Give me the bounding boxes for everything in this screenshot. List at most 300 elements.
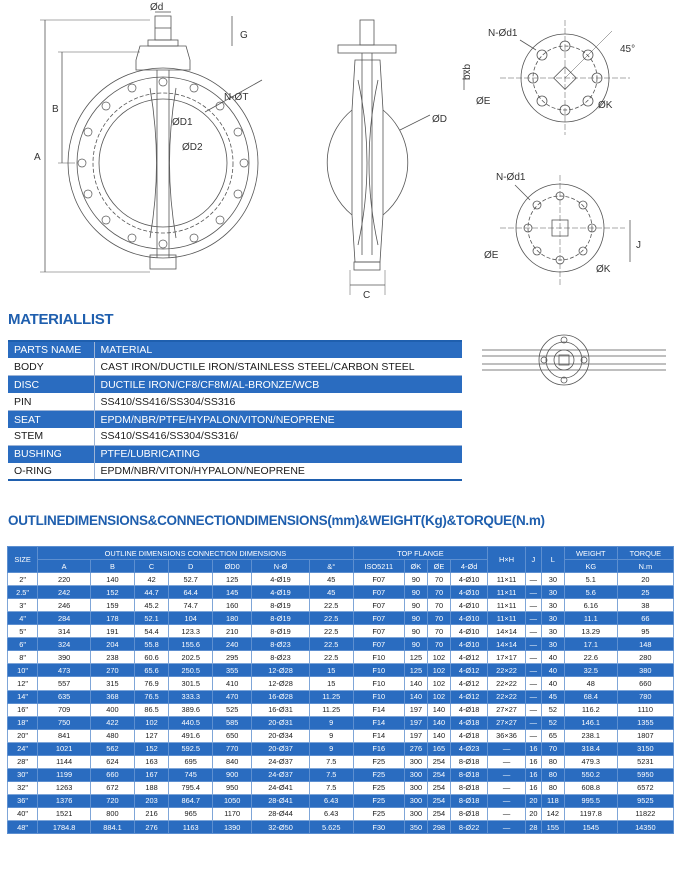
table-row <box>8 463 462 480</box>
header-iso5211: ISO5211 <box>353 560 404 573</box>
cell-j: 28 <box>525 820 541 833</box>
cell-od0: 240 <box>213 638 252 651</box>
cell-iso5211: F25 <box>353 807 404 820</box>
cell-b: 191 <box>91 625 135 638</box>
cell-size: 2" <box>8 573 38 586</box>
cell-d: 965 <box>169 807 213 820</box>
cell-l: 80 <box>541 781 564 794</box>
cell-l: 30 <box>541 625 564 638</box>
cell-size: 4" <box>8 612 38 625</box>
part-material: PTFE/LUBRICATING <box>94 445 462 462</box>
table-row <box>8 428 462 445</box>
header-hxh: H×H <box>488 547 526 573</box>
cell-hxh: — <box>488 742 526 755</box>
cell-iso5211: F25 <box>353 794 404 807</box>
cell-hxh: 11×11 <box>488 586 526 599</box>
cell-ok: 276 <box>404 742 427 755</box>
cell-l: 45 <box>541 690 564 703</box>
cell-4-od: 8-Ø18 <box>450 807 487 820</box>
cell-a: 1144 <box>38 755 91 768</box>
cell-a: 750 <box>38 716 91 729</box>
cell-b: 422 <box>91 716 135 729</box>
part-material: SS410/SS416/SS304/SS316 <box>94 393 462 410</box>
cell-n-o: 16-Ø31 <box>252 703 310 716</box>
header-od0: ØD0 <box>213 560 252 573</box>
cell-b: 238 <box>91 651 135 664</box>
cell-ok: 300 <box>404 768 427 781</box>
table-row <box>8 690 674 703</box>
cell-n-o: 20-Ø37 <box>252 742 310 755</box>
cell-4-od: 4-Ø10 <box>450 573 487 586</box>
cell-oe: 70 <box>427 638 450 651</box>
cell-j: — <box>525 729 541 742</box>
table-row <box>8 625 674 638</box>
cell-n-o: 8-Ø19 <box>252 599 310 612</box>
cell-angle: 7.5 <box>309 755 353 768</box>
cell-c: 203 <box>134 794 169 807</box>
cell-hxh: 22×22 <box>488 690 526 703</box>
cell-d: 123.3 <box>169 625 213 638</box>
cell-d: 695 <box>169 755 213 768</box>
label-b: B <box>52 104 59 115</box>
cell-od0: 470 <box>213 690 252 703</box>
cell-b: 270 <box>91 664 135 677</box>
cell-b: 672 <box>91 781 135 794</box>
cell-d: 202.5 <box>169 651 213 664</box>
cell-4-od: 4-Ø18 <box>450 716 487 729</box>
cell-a: 1199 <box>38 768 91 781</box>
part-material: SS410/SS416/SS304/SS316/ <box>94 428 462 445</box>
cell-a: 242 <box>38 586 91 599</box>
cell-b: 159 <box>91 599 135 612</box>
cell-b: 152 <box>91 586 135 599</box>
cell-c: 45.2 <box>134 599 169 612</box>
cell-c: 60.6 <box>134 651 169 664</box>
cell-torque: 5950 <box>617 768 673 781</box>
cell-weight: 318.4 <box>564 742 617 755</box>
cell-4-od: 4-Ø12 <box>450 677 487 690</box>
cell-j: 16 <box>525 768 541 781</box>
cell-size: 6" <box>8 638 38 651</box>
cell-torque: 780 <box>617 690 673 703</box>
table-row <box>8 781 674 794</box>
cell-ok: 197 <box>404 729 427 742</box>
cell-c: 76.9 <box>134 677 169 690</box>
cell-hxh: 22×22 <box>488 664 526 677</box>
cell-n-o: 16-Ø28 <box>252 690 310 703</box>
cell-d: 250.5 <box>169 664 213 677</box>
cell-oe: 70 <box>427 573 450 586</box>
cell-hxh: 22×22 <box>488 677 526 690</box>
cell-angle: 22.5 <box>309 651 353 664</box>
cell-size: 14" <box>8 690 38 703</box>
cell-torque: 3150 <box>617 742 673 755</box>
cell-od0: 1170 <box>213 807 252 820</box>
cell-weight: 550.2 <box>564 768 617 781</box>
cell-4-od: 4-Ø12 <box>450 690 487 703</box>
cell-hxh: — <box>488 768 526 781</box>
cell-od0: 900 <box>213 768 252 781</box>
cell-4-od: 8-Ø18 <box>450 794 487 807</box>
cell-od0: 180 <box>213 612 252 625</box>
cell-l: 30 <box>541 599 564 612</box>
cell-weight: 5.1 <box>564 573 617 586</box>
cell-iso5211: F07 <box>353 599 404 612</box>
cell-c: 276 <box>134 820 169 833</box>
cell-torque: 380 <box>617 664 673 677</box>
table-row <box>8 358 462 375</box>
table-row <box>8 755 674 768</box>
label-bxb: bxb <box>462 63 473 80</box>
cell-oe: 298 <box>427 820 450 833</box>
cell-n-o: 32-Ø50 <box>252 820 310 833</box>
part-material: DUCTILE IRON/CF8/CF8M/AL-BRONZE/WCB <box>94 376 462 393</box>
cell-size: 12" <box>8 677 38 690</box>
label-j: J <box>636 240 641 251</box>
cell-n-o: 28-Ø44 <box>252 807 310 820</box>
cell-torque: 1110 <box>617 703 673 716</box>
table-row <box>8 664 674 677</box>
cell-4-od: 8-Ø22 <box>450 820 487 833</box>
label-n-ot: N-ØT <box>224 92 249 103</box>
cell-c: 55.8 <box>134 638 169 651</box>
cell-a: 473 <box>38 664 91 677</box>
cell-iso5211: F10 <box>353 690 404 703</box>
cell-od0: 410 <box>213 677 252 690</box>
label-oe-bottom: ØE <box>484 250 499 261</box>
cell-size: 5" <box>8 625 38 638</box>
cell-weight: 48 <box>564 677 617 690</box>
cell-b: 624 <box>91 755 135 768</box>
cell-angle: 7.5 <box>309 768 353 781</box>
cell-a: 220 <box>38 573 91 586</box>
cell-iso5211: F25 <box>353 768 404 781</box>
part-name: SEAT <box>8 411 94 428</box>
part-name: BUSHING <box>8 445 94 462</box>
cell-od0: 840 <box>213 755 252 768</box>
cell-4-od: 4-Ø12 <box>450 664 487 677</box>
cell-a: 1521 <box>38 807 91 820</box>
label-n-od1-bottom: N-Ød1 <box>496 172 526 183</box>
cell-oe: 70 <box>427 625 450 638</box>
cell-j: — <box>525 690 541 703</box>
header-n-o: N-Ø <box>252 560 310 573</box>
cell-j: — <box>525 651 541 664</box>
cell-od0: 1050 <box>213 794 252 807</box>
cell-d: 74.7 <box>169 599 213 612</box>
table-subheader-row <box>8 560 674 573</box>
cell-iso5211: F14 <box>353 703 404 716</box>
front-view <box>40 12 262 272</box>
cell-a: 1021 <box>38 742 91 755</box>
table-row <box>8 677 674 690</box>
cell-d: 52.7 <box>169 573 213 586</box>
cell-c: 167 <box>134 768 169 781</box>
cell-iso5211: F16 <box>353 742 404 755</box>
cell-od0: 125 <box>213 573 252 586</box>
cell-angle: 6.43 <box>309 794 353 807</box>
table-row <box>8 573 674 586</box>
cell-b: 140 <box>91 573 135 586</box>
cell-hxh: 11×11 <box>488 612 526 625</box>
cell-weight: 608.8 <box>564 781 617 794</box>
cell-4-od: 4-Ø10 <box>450 599 487 612</box>
cell-torque: 148 <box>617 638 673 651</box>
table-row <box>8 794 674 807</box>
cell-n-o: 20-Ø31 <box>252 716 310 729</box>
cell-b: 720 <box>91 794 135 807</box>
cell-hxh: 36×36 <box>488 729 526 742</box>
label-45: 45° <box>620 44 636 55</box>
header-d: D <box>169 560 213 573</box>
dimensions-table <box>7 546 674 834</box>
cell-angle: 7.5 <box>309 781 353 794</box>
header-angle: &° <box>309 560 353 573</box>
cell-j: — <box>525 599 541 612</box>
part-name: STEM <box>8 428 94 445</box>
cell-weight: 1545 <box>564 820 617 833</box>
cell-d: 864.7 <box>169 794 213 807</box>
cell-n-o: 4-Ø19 <box>252 586 310 599</box>
cell-4-od: 8-Ø18 <box>450 768 487 781</box>
cell-c: 152 <box>134 742 169 755</box>
cell-weight: 6.16 <box>564 599 617 612</box>
cell-j: — <box>525 638 541 651</box>
cell-d: 64.4 <box>169 586 213 599</box>
cell-iso5211: F10 <box>353 664 404 677</box>
cell-n-o: 8-Ø23 <box>252 651 310 664</box>
header-parts-name: PARTS NAME <box>8 341 94 358</box>
cell-iso5211: F10 <box>353 651 404 664</box>
cell-d: 301.5 <box>169 677 213 690</box>
table-row <box>8 703 674 716</box>
part-name: PIN <box>8 393 94 410</box>
cell-oe: 70 <box>427 586 450 599</box>
cell-4-od: 4-Ø12 <box>450 651 487 664</box>
cell-4-od: 4-Ø10 <box>450 625 487 638</box>
table-row <box>8 612 674 625</box>
cell-4-od: 4-Ø10 <box>450 612 487 625</box>
cell-l: 70 <box>541 742 564 755</box>
cell-ok: 90 <box>404 586 427 599</box>
cell-n-o: 20-Ø34 <box>252 729 310 742</box>
cell-c: 102 <box>134 716 169 729</box>
cell-oe: 102 <box>427 690 450 703</box>
cell-weight: 995.5 <box>564 794 617 807</box>
cell-hxh: 14×14 <box>488 625 526 638</box>
cell-j: 16 <box>525 755 541 768</box>
cell-torque: 1355 <box>617 716 673 729</box>
cell-iso5211: F25 <box>353 755 404 768</box>
cell-angle: 45 <box>309 586 353 599</box>
cell-c: 52.1 <box>134 612 169 625</box>
cell-torque: 5231 <box>617 755 673 768</box>
cell-weight: 1197.8 <box>564 807 617 820</box>
header-j: J <box>525 547 541 573</box>
table-header-row <box>8 547 674 560</box>
cell-a: 246 <box>38 599 91 612</box>
cell-size: 16" <box>8 703 38 716</box>
cell-j: 20 <box>525 794 541 807</box>
header-torque: TORQUE <box>617 547 673 560</box>
cell-c: 188 <box>134 781 169 794</box>
cell-angle: 11.25 <box>309 690 353 703</box>
cell-ok: 300 <box>404 755 427 768</box>
cell-c: 54.4 <box>134 625 169 638</box>
cell-l: 80 <box>541 768 564 781</box>
cell-l: 30 <box>541 586 564 599</box>
cell-j: — <box>525 586 541 599</box>
side-view <box>327 20 430 295</box>
cell-size: 8" <box>8 651 38 664</box>
header-weight-unit: KG <box>564 560 617 573</box>
header-weight: WEIGHT <box>564 547 617 560</box>
cell-b: 884.1 <box>91 820 135 833</box>
cell-j: 20 <box>525 807 541 820</box>
table-row <box>8 716 674 729</box>
cell-j: — <box>525 573 541 586</box>
cell-iso5211: F30 <box>353 820 404 833</box>
cell-j: — <box>525 677 541 690</box>
cell-size: 20" <box>8 729 38 742</box>
cell-angle: 22.5 <box>309 612 353 625</box>
cell-a: 557 <box>38 677 91 690</box>
cell-weight: 11.1 <box>564 612 617 625</box>
cell-angle: 9 <box>309 742 353 755</box>
cell-d: 104 <box>169 612 213 625</box>
cell-torque: 280 <box>617 651 673 664</box>
table-row <box>8 393 462 410</box>
table-row <box>8 820 674 833</box>
cell-oe: 102 <box>427 664 450 677</box>
cell-b: 368 <box>91 690 135 703</box>
cell-torque: 14350 <box>617 820 673 833</box>
cell-ok: 90 <box>404 625 427 638</box>
table-row <box>8 411 462 428</box>
cell-od0: 585 <box>213 716 252 729</box>
material-list-table <box>8 340 462 481</box>
cell-l: 118 <box>541 794 564 807</box>
cell-4-od: 4-Ø18 <box>450 729 487 742</box>
cell-c: 76.5 <box>134 690 169 703</box>
cell-torque: 11822 <box>617 807 673 820</box>
cell-a: 324 <box>38 638 91 651</box>
table-row <box>8 742 674 755</box>
cell-l: 80 <box>541 755 564 768</box>
cell-torque: 38 <box>617 599 673 612</box>
technical-drawing <box>0 0 680 305</box>
cell-angle: 5.625 <box>309 820 353 833</box>
cell-b: 204 <box>91 638 135 651</box>
cell-n-o: 4-Ø19 <box>252 573 310 586</box>
cell-weight: 13.29 <box>564 625 617 638</box>
cell-oe: 102 <box>427 677 450 690</box>
cell-od0: 355 <box>213 664 252 677</box>
cell-oe: 102 <box>427 651 450 664</box>
cell-ok: 300 <box>404 794 427 807</box>
cell-torque: 25 <box>617 586 673 599</box>
cell-l: 30 <box>541 612 564 625</box>
cell-size: 32" <box>8 781 38 794</box>
cell-weight: 146.1 <box>564 716 617 729</box>
cell-n-o: 8-Ø19 <box>252 612 310 625</box>
cell-oe: 140 <box>427 716 450 729</box>
cell-oe: 254 <box>427 768 450 781</box>
cell-weight: 238.1 <box>564 729 617 742</box>
cell-c: 127 <box>134 729 169 742</box>
cell-b: 315 <box>91 677 135 690</box>
cell-angle: 22.5 <box>309 625 353 638</box>
cell-j: — <box>525 716 541 729</box>
cell-n-o: 8-Ø23 <box>252 638 310 651</box>
cell-n-o: 12-Ø28 <box>252 664 310 677</box>
cell-a: 390 <box>38 651 91 664</box>
table-row <box>8 768 674 781</box>
cell-d: 592.5 <box>169 742 213 755</box>
cell-angle: 6.43 <box>309 807 353 820</box>
cell-j: 16 <box>525 781 541 794</box>
cell-hxh: — <box>488 755 526 768</box>
cell-weight: 479.3 <box>564 755 617 768</box>
cell-ok: 300 <box>404 807 427 820</box>
table-row <box>8 638 674 651</box>
cell-c: 86.5 <box>134 703 169 716</box>
cell-b: 400 <box>91 703 135 716</box>
cell-angle: 22.5 <box>309 599 353 612</box>
label-ok-top: ØK <box>598 100 613 111</box>
cell-j: — <box>525 664 541 677</box>
cell-l: 40 <box>541 677 564 690</box>
header-4-od: 4-Ød <box>450 560 487 573</box>
part-name: O-RING <box>8 463 94 480</box>
cell-n-o: 24-Ø37 <box>252 768 310 781</box>
cell-b: 660 <box>91 768 135 781</box>
table-header-row <box>8 341 462 358</box>
cell-l: 65 <box>541 729 564 742</box>
cell-size: 48" <box>8 820 38 833</box>
cell-j: — <box>525 625 541 638</box>
cell-b: 800 <box>91 807 135 820</box>
cell-4-od: 4-Ø10 <box>450 586 487 599</box>
cell-d: 440.5 <box>169 716 213 729</box>
cell-n-o: 12-Ø28 <box>252 677 310 690</box>
header-c: C <box>134 560 169 573</box>
cell-hxh: — <box>488 807 526 820</box>
cell-j: 16 <box>525 742 541 755</box>
cell-b: 480 <box>91 729 135 742</box>
cell-a: 284 <box>38 612 91 625</box>
cell-size: 10" <box>8 664 38 677</box>
cell-hxh: 27×27 <box>488 716 526 729</box>
cell-d: 745 <box>169 768 213 781</box>
cell-b: 178 <box>91 612 135 625</box>
cell-angle: 15 <box>309 664 353 677</box>
cell-a: 1784.8 <box>38 820 91 833</box>
dimensions-title: OUTLINEDIMENSIONS&CONNECTIONDIMENSIONS(mm)&WEIGHT(Kg)&TORQUE(N.m) <box>8 513 545 528</box>
cell-ok: 90 <box>404 638 427 651</box>
cell-hxh: — <box>488 781 526 794</box>
cell-torque: 20 <box>617 573 673 586</box>
cell-a: 1376 <box>38 794 91 807</box>
cell-weight: 32.5 <box>564 664 617 677</box>
part-material: EPDM/NBR/PTFE/HYPALON/VITON/NEOPRENE <box>94 411 462 428</box>
header-a: A <box>38 560 91 573</box>
header-top-flange: TOP FLANGE <box>353 547 488 560</box>
cell-weight: 5.6 <box>564 586 617 599</box>
cell-ok: 90 <box>404 573 427 586</box>
cell-od0: 210 <box>213 625 252 638</box>
cell-l: 142 <box>541 807 564 820</box>
